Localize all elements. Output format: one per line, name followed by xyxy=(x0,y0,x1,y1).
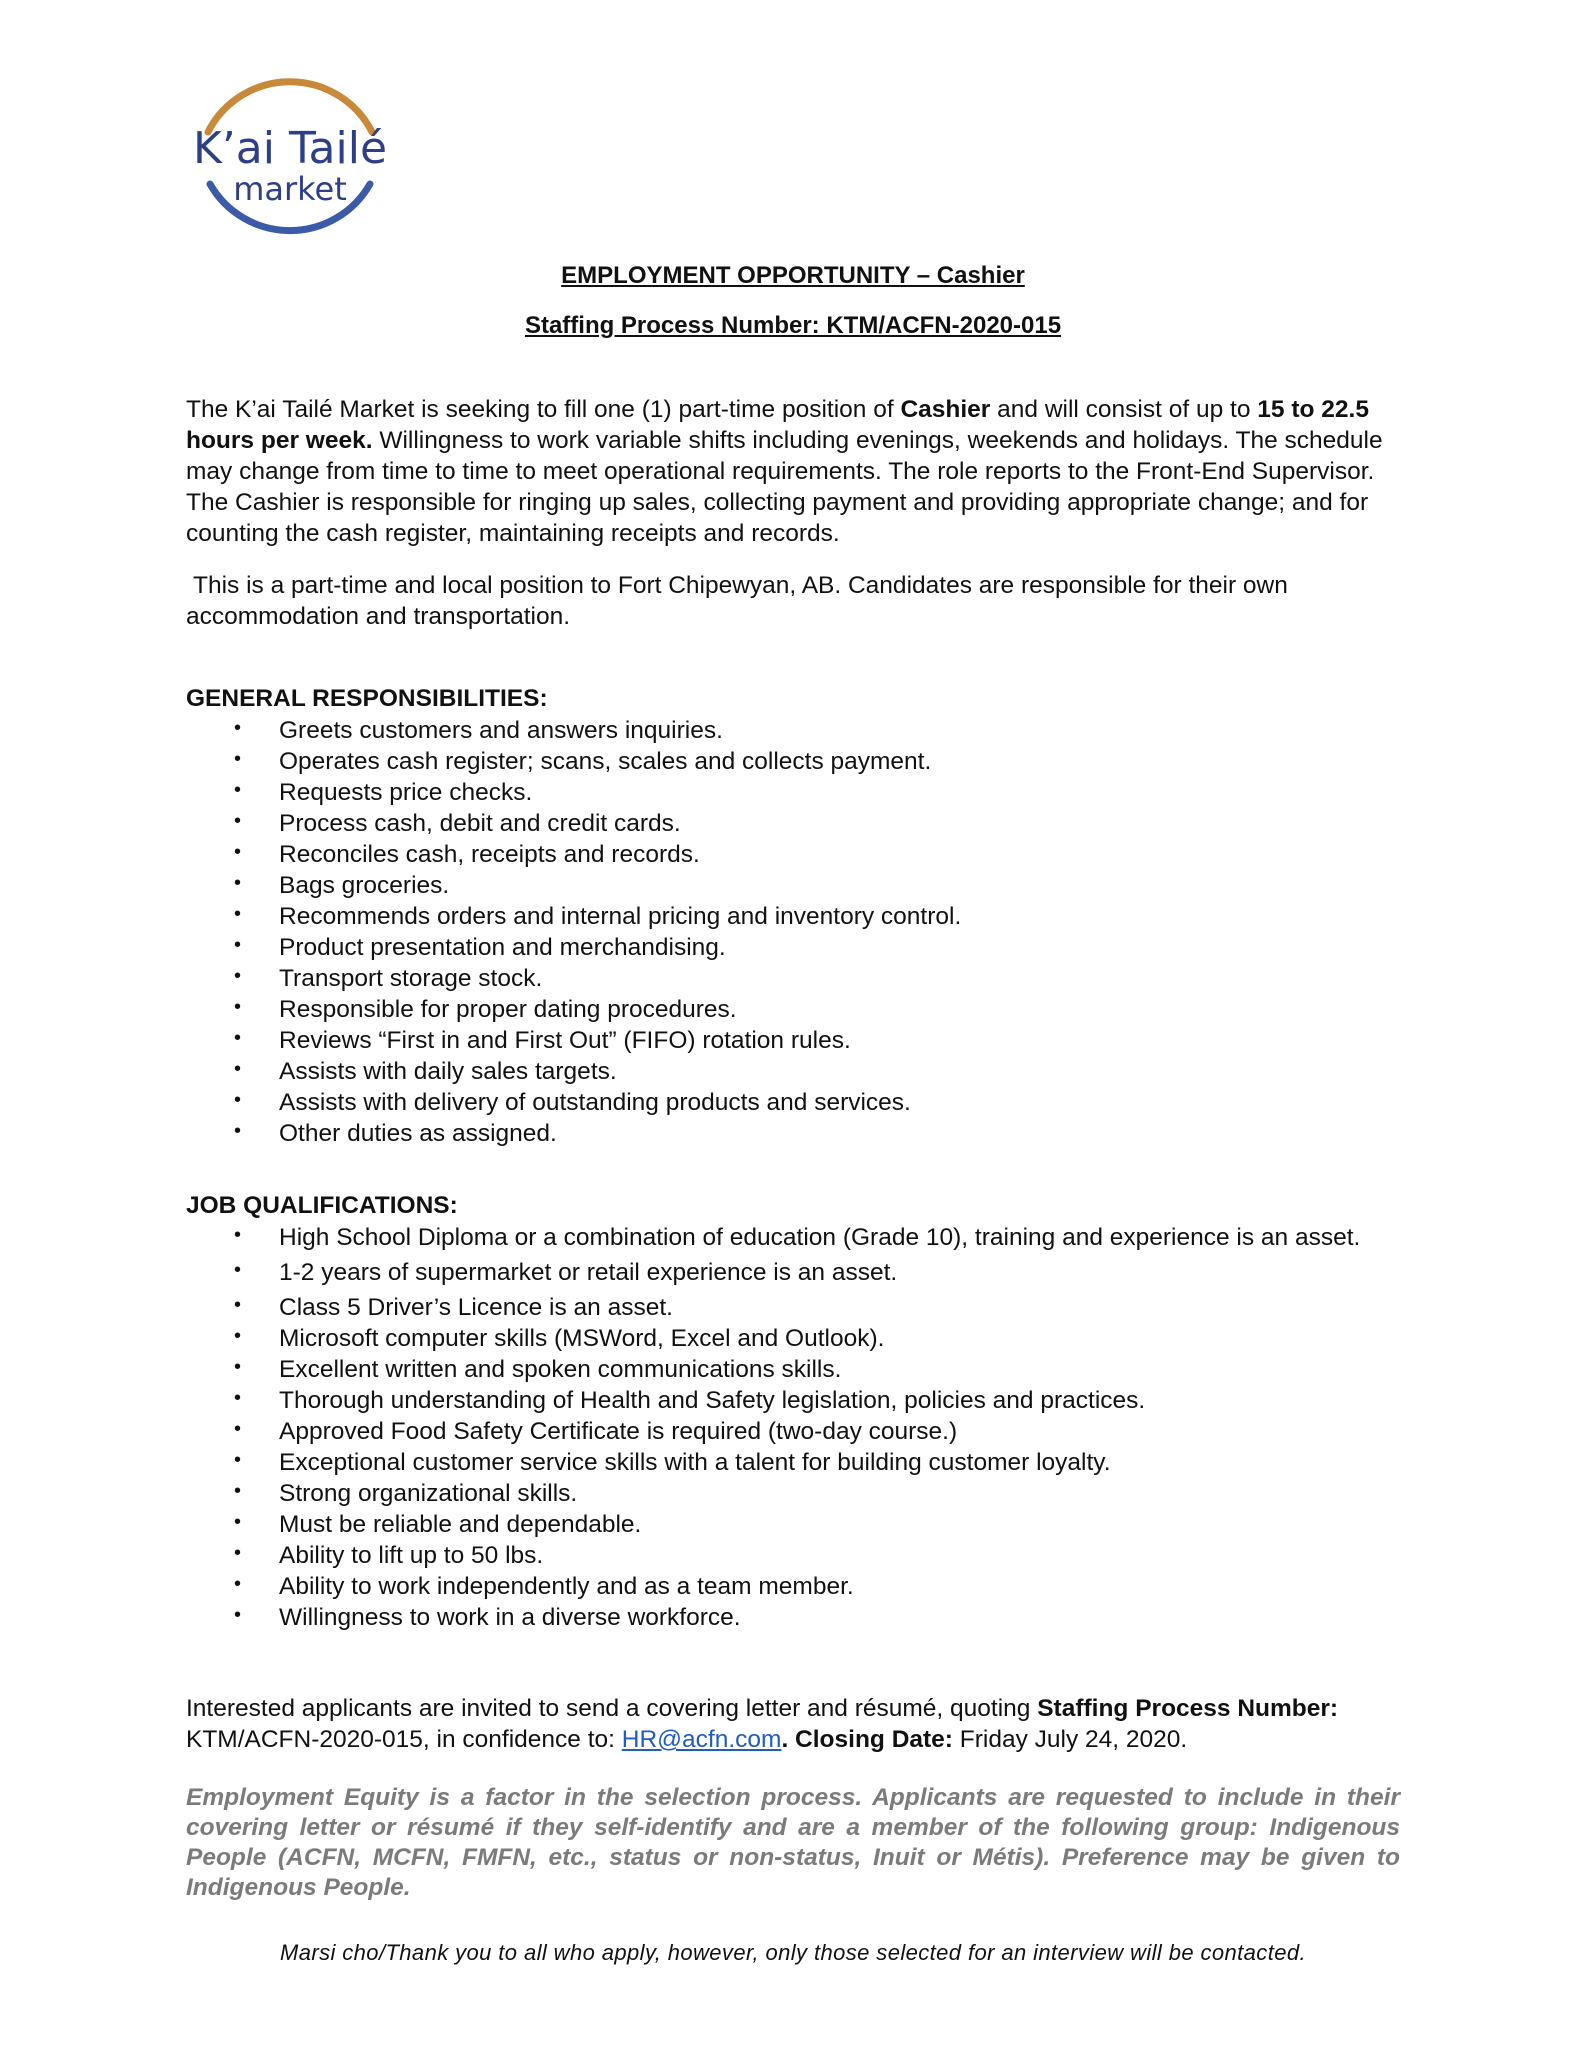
list-item-text: Strong organizational skills. xyxy=(279,1480,578,1507)
list-item-text: Class 5 Driver’s Licence is an asset. xyxy=(279,1294,673,1321)
closing-date-label: . Closing Date: xyxy=(781,1726,953,1753)
list-item xyxy=(186,870,1386,901)
bullet-icon: • xyxy=(234,996,242,1018)
list-item xyxy=(186,1540,1386,1571)
list-item-text: Thorough understanding of Health and Safety legislation, policies and practices. xyxy=(279,1387,1146,1414)
list-item-text: Responsible for proper dating procedures. xyxy=(279,996,737,1023)
list-item xyxy=(186,1354,1386,1385)
intro-paragraph xyxy=(186,394,1386,549)
logo-line1: K’ai Tailé xyxy=(192,123,388,174)
intro-text-1: The K’ai Tailé Market is seeking to fill one (1) part-time position of xyxy=(186,396,901,423)
intro-hours: 15 to 22.5 hours per week. xyxy=(186,396,1369,454)
staffing-process-number: Staffing Process Number: KTM/ACFN-2020-015 xyxy=(524,312,1062,339)
bullet-icon: • xyxy=(234,903,242,925)
bullet-icon: • xyxy=(234,1089,242,1111)
list-item-text: Transport storage stock. xyxy=(279,965,543,992)
bullet-icon: • xyxy=(234,1418,242,1440)
list-item xyxy=(186,1222,1386,1253)
page-title: EMPLOYMENT OPPORTUNITY – Cashier xyxy=(561,262,1025,289)
intro-position: Cashier xyxy=(900,396,991,423)
bullet-icon: • xyxy=(234,1449,242,1471)
apply-text-1: Interested applicants are invited to send a covering letter and résumé, quoting xyxy=(186,1695,1038,1722)
list-item-text: Reviews “First in and First Out” (FIFO) rotation rules. xyxy=(279,1027,851,1054)
bullet-icon: • xyxy=(234,1120,242,1142)
apply-text-2: KTM/ACFN-2020-015, in confidence to: xyxy=(186,1726,622,1753)
bullet-icon: • xyxy=(234,1259,242,1281)
list-item xyxy=(186,1416,1386,1447)
list-item xyxy=(186,932,1386,963)
employment-equity-statement: Employment Equity is a factor in the selection process. Applicants are requested to include in their covering letter or résumé if they self-identify and are a member of the following group: Indigenous People (ACFN, MCFN, FMFN, etc., status or non-status, Inuit or Métis). Preference may be given to Indigenous People. xyxy=(186,1784,1400,1901)
bullet-icon: • xyxy=(234,934,242,956)
list-item-text: Assists with daily sales targets. xyxy=(279,1058,617,1085)
list-item xyxy=(186,1118,1386,1149)
bullet-icon: • xyxy=(234,1480,242,1502)
qualifications-list xyxy=(186,1222,1386,1633)
responsibilities-heading: GENERAL RESPONSIBILITIES: xyxy=(186,685,548,712)
bullet-icon: • xyxy=(234,1387,242,1409)
list-item xyxy=(186,1025,1386,1056)
logo-line2: market xyxy=(233,170,347,208)
list-item xyxy=(186,1292,1386,1323)
list-item-text: 1-2 years of supermarket or retail experience is an asset. xyxy=(279,1259,898,1286)
list-item xyxy=(186,994,1386,1025)
list-item xyxy=(186,1478,1386,1509)
list-item xyxy=(186,808,1386,839)
location-paragraph xyxy=(186,570,1386,632)
bullet-icon: • xyxy=(234,1224,242,1246)
bullet-icon: • xyxy=(234,717,242,739)
bullet-icon: • xyxy=(234,810,242,832)
list-item xyxy=(186,746,1386,777)
list-item xyxy=(186,963,1386,994)
list-item xyxy=(186,1571,1386,1602)
bullet-icon: • xyxy=(234,965,242,987)
list-item-text: Willingness to work in a diverse workforce. xyxy=(279,1604,741,1631)
list-item xyxy=(186,1087,1386,1118)
bullet-icon: • xyxy=(234,1573,242,1595)
list-item xyxy=(186,1257,1386,1288)
list-item-text: Greets customers and answers inquiries. xyxy=(279,717,723,744)
bullet-icon: • xyxy=(234,1542,242,1564)
kai-taile-market-logo xyxy=(180,40,420,260)
bullet-icon: • xyxy=(234,748,242,770)
list-item xyxy=(186,777,1386,808)
list-item xyxy=(186,901,1386,932)
list-item-text: Approved Food Safety Certificate is required (two-day course.) xyxy=(279,1418,958,1445)
list-item xyxy=(186,1509,1386,1540)
list-item-text: Ability to lift up to 50 lbs. xyxy=(279,1542,544,1569)
list-item-text: Process cash, debit and credit cards. xyxy=(279,810,681,837)
closing-date-value: Friday July 24, 2020. xyxy=(952,1726,1188,1753)
list-item-text: Reconciles cash, receipts and records. xyxy=(279,841,700,868)
apply-staffing-label: Staffing Process Number: xyxy=(1037,1695,1339,1722)
bullet-icon: • xyxy=(234,1027,242,1049)
list-item-text: Microsoft computer skills (MSWord, Excel and Outlook). xyxy=(279,1325,885,1352)
email-link[interactable]: HR@acfn.com xyxy=(621,1726,782,1753)
list-item-text: Must be reliable and dependable. xyxy=(279,1511,642,1538)
location-text: This is a part-time and local position to Fort Chipewyan, AB. Candidates are responsible for their own accommodation and transportation. xyxy=(186,572,1288,630)
bullet-icon: • xyxy=(234,1511,242,1533)
bullet-icon: • xyxy=(234,779,242,801)
list-item-text: Ability to work independently and as a team member. xyxy=(279,1573,854,1600)
list-item xyxy=(186,839,1386,870)
bullet-icon: • xyxy=(234,1294,242,1316)
intro-text-3: Willingness to work variable shifts including evenings, weekends and holidays. The schedule may change from time to time to meet operational requirements. The role reports to the Front-End Supervisor. The Cashier is responsible for ringing up sales, collecting payment and providing appropriate change; and for counting the cash register, maintaining receipts and records. xyxy=(186,427,1383,547)
bullet-icon: • xyxy=(234,1356,242,1378)
list-item-text: Product presentation and merchandising. xyxy=(279,934,726,961)
list-item xyxy=(186,1056,1386,1087)
bullet-icon: • xyxy=(234,841,242,863)
bullet-icon: • xyxy=(234,872,242,894)
list-item-text: Assists with delivery of outstanding products and services. xyxy=(279,1089,911,1116)
bullet-icon: • xyxy=(234,1604,242,1626)
intro-text-2: and will consist of up to xyxy=(990,396,1258,423)
list-item-text: Requests price checks. xyxy=(279,779,533,806)
list-item xyxy=(186,1323,1386,1354)
list-item-text: Excellent written and spoken communications skills. xyxy=(279,1356,842,1383)
thank-you-note: Marsi cho/Thank you to all who apply, however, only those selected for an interview will be contacted. xyxy=(279,1940,1307,1965)
responsibilities-list xyxy=(186,715,1386,1149)
list-item-text: Recommends orders and internal pricing and inventory control. xyxy=(279,903,962,930)
list-item xyxy=(186,1385,1386,1416)
application-paragraph xyxy=(186,1693,1386,1755)
bullet-icon: • xyxy=(234,1325,242,1347)
list-item-text: High School Diploma or a combination of education (Grade 10), training and experience is an asset. xyxy=(279,1224,1361,1251)
list-item-text: Other duties as assigned. xyxy=(279,1120,557,1147)
list-item-text: Bags groceries. xyxy=(279,872,450,899)
list-item xyxy=(186,1602,1386,1633)
list-item xyxy=(186,715,1386,746)
qualifications-heading: JOB QUALIFICATIONS: xyxy=(186,1192,458,1219)
list-item-text: Exceptional customer service skills with a talent for building customer loyalty. xyxy=(279,1449,1111,1476)
list-item xyxy=(186,1447,1386,1478)
list-item-text: Operates cash register; scans, scales and collects payment. xyxy=(279,748,932,775)
bullet-icon: • xyxy=(234,1058,242,1080)
logo-graphic xyxy=(180,40,420,260)
